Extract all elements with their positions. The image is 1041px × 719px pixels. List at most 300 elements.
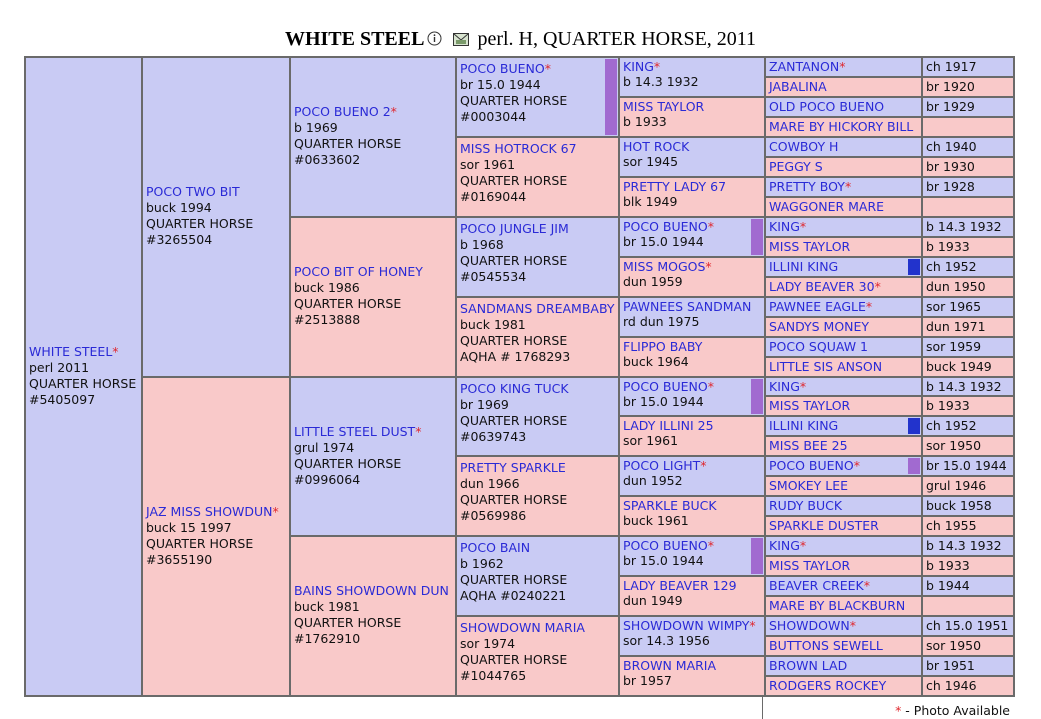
horse-name-line xyxy=(769,259,918,274)
horse-name-line xyxy=(769,339,918,354)
horse-name-link[interactable]: POCO BUENO xyxy=(769,458,854,473)
horse-name-line xyxy=(769,159,918,174)
gen6-horse-19 xyxy=(765,436,922,456)
gen6-horse-9 xyxy=(765,237,922,257)
horse-name-link[interactable]: POCO TWO BIT xyxy=(146,184,240,199)
horse-detail-l1: b 1968 xyxy=(460,237,504,252)
photo-star: * xyxy=(799,538,807,553)
horse-name-line xyxy=(769,79,918,94)
horse-name-line xyxy=(769,359,918,374)
horse-title-details: perl. H, QUARTER HORSE, 2011 xyxy=(477,28,757,50)
horse-name-line xyxy=(769,618,918,633)
gen6-horse-2 xyxy=(765,97,922,117)
horse-info-text: grul 1946 xyxy=(926,478,987,493)
gen6-horse-25 xyxy=(765,556,922,576)
horse-detail-l2: QUARTER HORSE xyxy=(460,652,568,667)
horse-name-link[interactable]: RODGERS ROCKEY xyxy=(769,678,887,693)
horse-name-line xyxy=(460,61,615,77)
photo-star: * xyxy=(700,458,707,473)
photo-star: * xyxy=(849,618,856,633)
photo-star: * xyxy=(272,504,279,519)
horse-name-link[interactable]: BROWN LAD xyxy=(769,658,848,673)
gen6-horse-info-25 xyxy=(922,556,1014,576)
horse-detail-l3: #0169044 xyxy=(460,189,527,204)
horse-detail-l3: #0639743 xyxy=(460,429,527,444)
horse-info-text: b 14.3 1932 xyxy=(926,219,1002,234)
horse-name-line xyxy=(769,598,918,613)
horse-detail-l3: #0003044 xyxy=(460,109,527,124)
gen6-horse-17 xyxy=(765,396,922,416)
horse-name-line xyxy=(460,301,615,317)
horse-detail-l2: QUARTER HORSE xyxy=(460,253,568,268)
horse-detail-l1: buck 1994 xyxy=(146,200,212,215)
horse-info-text: ch 15.0 1951 xyxy=(926,618,1009,633)
horse-detail-l1: rd dun 1975 xyxy=(623,314,700,329)
gen6-horse-info-7 xyxy=(922,197,1014,217)
horse-name-link[interactable]: RUDY BUCK xyxy=(769,498,843,513)
gen6-horse-16 xyxy=(765,377,922,396)
horse-name-line xyxy=(460,221,615,237)
gen6-horse-22 xyxy=(765,496,922,516)
horse-name-link[interactable]: POCO BUENO xyxy=(623,379,708,394)
gen6-horse-6 xyxy=(765,177,922,197)
horse-name-link[interactable]: PAWNEES SANDMAN xyxy=(623,299,752,314)
gen6-horse-23 xyxy=(765,516,922,536)
gen5-horse-8 xyxy=(619,377,765,416)
horse-detail-l1: buck 15 1997 xyxy=(146,520,232,535)
horse-name-line xyxy=(623,418,761,433)
horse-detail-l1: dun 1952 xyxy=(623,473,683,488)
horse-name-line xyxy=(769,139,918,154)
horse-name-link[interactable]: POCO SQUAW 1 xyxy=(769,339,868,354)
photo-available-note xyxy=(895,703,1010,718)
photo-star: * xyxy=(653,59,661,74)
gen6-horse-10 xyxy=(765,257,922,277)
horse-name-line xyxy=(623,339,761,354)
horse-name-line xyxy=(623,458,761,473)
gen6-horse-info-20 xyxy=(922,456,1014,476)
horse-name-line xyxy=(146,504,286,520)
photo-star: * xyxy=(865,299,873,314)
photo-star: * xyxy=(707,538,714,553)
gen5-horse-14 xyxy=(619,616,765,656)
horse-detail-l1: b 1962 xyxy=(460,556,504,571)
horse-name-line xyxy=(623,618,761,633)
horse-info-text: dun 1971 xyxy=(926,319,986,334)
horse-name-link[interactable]: BUTTONS SEWELL xyxy=(769,638,883,653)
horse-name-line xyxy=(460,141,615,157)
horse-name-link[interactable]: OLD POCO BUENO xyxy=(769,99,885,114)
horse-name-link[interactable]: KING xyxy=(769,538,800,553)
horse-detail-l1: dun 1949 xyxy=(623,593,683,608)
horse-name-link[interactable]: MARE BY HICKORY BILL xyxy=(769,119,914,134)
horse-name-link[interactable]: LADY ILLINI 25 xyxy=(623,418,714,433)
gen6-horse-27 xyxy=(765,596,922,616)
gen6-horse-20 xyxy=(765,456,922,476)
gen6-horse-info-19 xyxy=(922,436,1014,456)
horse-info-text: ch 1940 xyxy=(926,139,977,154)
horse-detail-l2: QUARTER HORSE xyxy=(294,456,402,471)
horse-name-line xyxy=(623,658,761,673)
footer-divider xyxy=(762,695,763,719)
horse-name-link[interactable]: MISS MOGOS xyxy=(623,259,706,274)
horse-info-text: ch 1952 xyxy=(926,259,977,274)
horse-name-link[interactable]: LITTLE SIS ANSON xyxy=(769,359,883,374)
horse-name-link[interactable]: POCO LIGHT xyxy=(623,458,701,473)
horse-name-line xyxy=(623,219,761,234)
horse-name-link[interactable]: POCO BUENO xyxy=(623,219,708,234)
horse-name-link[interactable]: POCO JUNGLE JIM xyxy=(460,221,569,236)
horse-detail-l1: br 15.0 1944 xyxy=(623,553,704,568)
horse-name-link[interactable]: MISS HOTROCK 67 xyxy=(460,141,577,156)
horse-name-line xyxy=(623,59,761,74)
horse-name-line xyxy=(769,398,918,413)
gen5-horse-12 xyxy=(619,536,765,576)
horse-info-text: sor 1965 xyxy=(926,299,982,314)
gen6-horse-info-22 xyxy=(922,496,1014,516)
horse-name-link[interactable]: ZANTANON xyxy=(769,59,840,74)
horse-name-line xyxy=(294,583,452,599)
gen4-horse-5 xyxy=(456,456,619,536)
horse-name-line xyxy=(769,379,918,394)
horse-name-line xyxy=(769,538,918,553)
gen6-horse-info-16 xyxy=(922,377,1014,396)
horse-name-link[interactable]: PRETTY LADY 67 xyxy=(623,179,727,194)
gen5-horse-6 xyxy=(619,297,765,337)
gen5-horse-9 xyxy=(619,416,765,456)
horse-name-link[interactable]: LADY BEAVER 30 xyxy=(769,279,875,294)
gen6-horse-30 xyxy=(765,656,922,676)
gen6-horse-7 xyxy=(765,197,922,217)
gen6-horse-info-24 xyxy=(922,536,1014,556)
horse-detail-l3: #1044765 xyxy=(460,668,527,683)
gen6-horse-5 xyxy=(765,157,922,177)
horse-name-link[interactable]: KING xyxy=(769,379,800,394)
gen6-horse-28 xyxy=(765,616,922,636)
horse-detail-l2: QUARTER HORSE xyxy=(294,296,402,311)
horse-name-line xyxy=(294,264,452,280)
horse-detail-l3: #0996064 xyxy=(294,472,361,487)
horse-name-line xyxy=(623,299,761,314)
horse-name-line xyxy=(769,518,918,533)
horse-detail-l3: AQHA # 1768293 xyxy=(460,349,571,364)
gen6-horse-info-2 xyxy=(922,97,1014,117)
horse-info-text: br 1951 xyxy=(926,658,975,673)
horse-name-link[interactable]: PEGGY S xyxy=(769,159,823,174)
photo-indicator-bar xyxy=(751,219,763,255)
gen1-horse-0 xyxy=(25,57,142,696)
horse-name-link[interactable]: MISS TAYLOR xyxy=(769,558,851,573)
horse-name-link[interactable]: MISS TAYLOR xyxy=(769,398,851,413)
horse-detail-l1: buck 1964 xyxy=(623,354,689,369)
photo-indicator-bar xyxy=(908,259,920,275)
horse-name-line xyxy=(769,658,918,673)
photo-indicator-bar xyxy=(908,418,920,434)
horse-name-line xyxy=(769,478,918,493)
horse-name-link[interactable]: POCO BAIN xyxy=(460,540,531,555)
horse-name-link[interactable]: BEAVER CREEK xyxy=(769,578,864,593)
horse-name-line xyxy=(623,379,761,394)
horse-info-text: b 1944 xyxy=(926,578,970,593)
gen5-horse-3 xyxy=(619,177,765,217)
horse-info-text: ch 1917 xyxy=(926,59,977,74)
horse-name-link[interactable]: SANDMANS DREAMBABY xyxy=(460,301,615,316)
horse-title-name: WHITE STEEL xyxy=(284,28,425,50)
horse-name-link[interactable]: POCO BUENO xyxy=(623,538,708,553)
horse-name-line xyxy=(623,179,761,194)
horse-name-link[interactable]: ILLINI KING xyxy=(769,259,839,274)
gen5-horse-2 xyxy=(619,137,765,177)
gen6-horse-info-12 xyxy=(922,297,1014,317)
gen6-horse-11 xyxy=(765,277,922,297)
horse-info-text: b 1933 xyxy=(926,239,970,254)
horse-detail-l1: grul 1974 xyxy=(294,440,355,455)
gen6-horse-info-13 xyxy=(922,317,1014,337)
horse-detail-l1: dun 1966 xyxy=(460,476,520,491)
horse-name-link[interactable]: POCO BUENO 2 xyxy=(294,104,391,119)
horse-detail-l1: sor 1961 xyxy=(460,157,516,172)
gen6-horse-4 xyxy=(765,137,922,157)
horse-detail-l1: br 1969 xyxy=(460,397,509,412)
horse-detail-l2: QUARTER HORSE xyxy=(460,333,568,348)
horse-name-line xyxy=(769,678,918,693)
horse-info-text: b 14.3 1932 xyxy=(926,379,1002,394)
gen6-horse-info-28 xyxy=(922,616,1014,636)
horse-detail-l3: #0545534 xyxy=(460,269,527,284)
horse-name-line xyxy=(146,184,286,200)
horse-name-link[interactable]: FLIPPO BABY xyxy=(623,339,703,354)
gen6-horse-14 xyxy=(765,337,922,357)
horse-info-text: b 14.3 1932 xyxy=(926,538,1002,553)
horse-detail-l1: buck 1961 xyxy=(623,513,689,528)
horse-detail-l2: QUARTER HORSE xyxy=(460,413,568,428)
photo-star: * xyxy=(799,379,807,394)
horse-name-link[interactable]: POCO KING TUCK xyxy=(460,381,569,396)
gen5-horse-5 xyxy=(619,257,765,297)
gen6-horse-29 xyxy=(765,636,922,656)
horse-name-line xyxy=(769,199,918,214)
horse-name-line xyxy=(623,498,761,513)
horse-name-line xyxy=(769,299,918,314)
horse-detail-l1: br 15.0 1944 xyxy=(460,77,541,92)
horse-name-line xyxy=(769,438,918,453)
gen6-horse-info-1 xyxy=(922,77,1014,97)
gen6-horse-1 xyxy=(765,77,922,97)
gen6-horse-info-6 xyxy=(922,177,1014,197)
horse-name-line xyxy=(460,460,615,476)
page-title xyxy=(0,28,1041,52)
horse-name-link[interactable]: MARE BY BLACKBURN xyxy=(769,598,906,613)
horse-detail-l3: #5405097 xyxy=(29,392,96,407)
horse-detail-l1: b 14.3 1932 xyxy=(623,74,699,89)
photo-star: * xyxy=(707,379,714,394)
horse-detail-l1: buck 1981 xyxy=(294,599,360,614)
pedigree-footer xyxy=(25,695,1014,719)
gen6-horse-info-27 xyxy=(922,596,1014,616)
photo-star: * xyxy=(705,259,712,274)
gen6-horse-info-21 xyxy=(922,476,1014,496)
horse-name-link[interactable]: WAGGONER MARE xyxy=(769,199,885,214)
horse-detail-l3: #1762910 xyxy=(294,631,361,646)
horse-name-line xyxy=(769,578,918,593)
gen6-horse-info-15 xyxy=(922,357,1014,377)
gen6-horse-0 xyxy=(765,57,922,77)
gen6-horse-info-17 xyxy=(922,396,1014,416)
gen6-horse-8 xyxy=(765,217,922,237)
photo-star: * xyxy=(844,179,852,194)
horse-name-link[interactable]: COWBOY H xyxy=(769,139,839,154)
horse-name-line xyxy=(769,498,918,513)
horse-detail-l1: sor 1945 xyxy=(623,154,679,169)
horse-detail-l1: dun 1959 xyxy=(623,274,683,289)
gen4-horse-2 xyxy=(456,217,619,297)
horse-detail-l3: #3265504 xyxy=(146,232,213,247)
gen4-horse-4 xyxy=(456,377,619,456)
horse-name-link[interactable]: WHITE STEEL xyxy=(29,344,113,359)
horse-info-text: sor 1959 xyxy=(926,339,982,354)
gen6-horse-info-18 xyxy=(922,416,1014,436)
horse-name-line xyxy=(460,620,615,636)
horse-name-link[interactable]: PRETTY SPARKLE xyxy=(460,460,566,475)
gen6-horse-12 xyxy=(765,297,922,317)
horse-detail-l1: buck 1981 xyxy=(460,317,526,332)
horse-name-line xyxy=(623,578,761,593)
horse-name-link[interactable]: SHOWDOWN xyxy=(769,618,850,633)
horse-name-link[interactable]: BROWN MARIA xyxy=(623,658,717,673)
horse-name-link[interactable]: SHOWDOWN MARIA xyxy=(460,620,585,635)
horse-name-line xyxy=(769,319,918,334)
gen5-horse-4 xyxy=(619,217,765,257)
horse-name-line xyxy=(769,239,918,254)
horse-name-link[interactable]: SPARKLE BUCK xyxy=(623,498,717,513)
horse-info-text: ch 1955 xyxy=(926,518,977,533)
gen3-horse-2 xyxy=(290,377,456,536)
gen3-horse-0 xyxy=(290,57,456,217)
horse-info-text: br 1930 xyxy=(926,159,975,174)
gen2-horse-0 xyxy=(142,57,290,377)
horse-name-link[interactable]: LADY BEAVER 129 xyxy=(623,578,737,593)
horse-name-line xyxy=(623,538,761,553)
horse-detail-l1: sor 1961 xyxy=(623,433,679,448)
horse-name-link[interactable]: HOT ROCK xyxy=(623,139,690,154)
gen4-horse-7 xyxy=(456,616,619,696)
gen6-horse-3 xyxy=(765,117,922,137)
horse-name-link[interactable]: SANDYS MONEY xyxy=(769,319,870,334)
gen4-horse-6 xyxy=(456,536,619,616)
gen6-horse-info-30 xyxy=(922,656,1014,676)
horse-info-text: ch 1952 xyxy=(926,418,977,433)
horse-name-link[interactable]: SMOKEY LEE xyxy=(769,478,849,493)
horse-name-link[interactable]: MISS TAYLOR xyxy=(623,99,705,114)
horse-detail-l2: QUARTER HORSE xyxy=(29,376,137,391)
horse-info-text: br 1920 xyxy=(926,79,975,94)
gen5-horse-13 xyxy=(619,576,765,616)
horse-detail-l1: sor 1974 xyxy=(460,636,516,651)
pedigree-tree xyxy=(24,56,1015,697)
photo-star: * xyxy=(839,59,846,74)
horse-name-link[interactable]: JAZ MISS SHOWDUN xyxy=(146,504,273,519)
info-icon[interactable] xyxy=(427,29,442,52)
horse-name-link[interactable]: SHOWDOWN WIMPY xyxy=(623,618,750,633)
horse-name-line xyxy=(29,344,138,360)
horse-name-line xyxy=(769,418,918,433)
horse-name-link[interactable]: ILLINI KING xyxy=(769,418,839,433)
horse-name-line xyxy=(769,219,918,234)
horse-detail-l3: #2513888 xyxy=(294,312,361,327)
horse-info-text: b 1933 xyxy=(926,558,970,573)
horse-name-line xyxy=(460,540,615,556)
horse-name-link[interactable]: BAINS SHOWDOWN DUN xyxy=(294,583,449,598)
horse-detail-l2: QUARTER HORSE xyxy=(146,536,254,551)
horse-detail-l2: QUARTER HORSE xyxy=(294,615,402,630)
horse-info-text: buck 1958 xyxy=(926,498,992,513)
horse-name-link[interactable]: PRETTY BOY xyxy=(769,179,845,194)
gen6-horse-24 xyxy=(765,536,922,556)
horse-detail-l1: br 15.0 1944 xyxy=(623,394,704,409)
photo-indicator-bar xyxy=(908,458,920,474)
horse-name-link[interactable]: KING xyxy=(623,59,654,74)
gen6-horse-31 xyxy=(765,676,922,696)
gen5-horse-15 xyxy=(619,656,765,696)
photo-indicator-bar xyxy=(605,59,617,135)
horse-name-link[interactable]: POCO BIT OF HONEY xyxy=(294,264,423,279)
photo-indicator-bar xyxy=(751,379,763,414)
horse-name-link[interactable]: SPARKLE DUSTER xyxy=(769,518,879,533)
horse-name-line xyxy=(769,99,918,114)
envelope-icon[interactable] xyxy=(453,29,469,52)
horse-detail-l2: QUARTER HORSE xyxy=(146,216,254,231)
photo-indicator-bar xyxy=(751,538,763,574)
gen4-horse-3 xyxy=(456,297,619,377)
horse-name-link[interactable]: JABALINA xyxy=(769,79,827,94)
horse-detail-l1: sor 14.3 1956 xyxy=(623,633,710,648)
photo-available-text: - Photo Available xyxy=(901,703,1010,718)
horse-name-line xyxy=(769,558,918,573)
gen6-horse-info-31 xyxy=(922,676,1014,696)
horse-name-link[interactable]: POCO BUENO xyxy=(460,61,545,76)
horse-name-line xyxy=(623,139,761,154)
horse-name-link[interactable]: MISS TAYLOR xyxy=(769,239,851,254)
horse-detail-l2: QUARTER HORSE xyxy=(460,572,568,587)
horse-name-link[interactable]: LITTLE STEEL DUST xyxy=(294,424,416,439)
gen6-horse-18 xyxy=(765,416,922,436)
horse-info-text: dun 1950 xyxy=(926,279,986,294)
gen3-horse-1 xyxy=(290,217,456,377)
horse-name-line xyxy=(769,179,918,194)
horse-name-link[interactable]: KING xyxy=(769,219,800,234)
horse-detail-l1: buck 1986 xyxy=(294,280,360,295)
horse-info-text: br 1928 xyxy=(926,179,975,194)
gen5-horse-1 xyxy=(619,97,765,137)
horse-detail-l1: b 1969 xyxy=(294,120,338,135)
horse-detail-l2: QUARTER HORSE xyxy=(294,136,402,151)
horse-detail-l3: #3655190 xyxy=(146,552,213,567)
gen6-horse-26 xyxy=(765,576,922,596)
horse-name-link[interactable]: PAWNEE EAGLE xyxy=(769,299,866,314)
gen6-horse-info-8 xyxy=(922,217,1014,237)
horse-detail-l2: QUARTER HORSE xyxy=(460,93,568,108)
gen6-horse-15 xyxy=(765,357,922,377)
gen6-horse-info-10 xyxy=(922,257,1014,277)
horse-detail-l3: #0569986 xyxy=(460,508,527,523)
gen6-horse-info-26 xyxy=(922,576,1014,596)
horse-name-line xyxy=(623,99,761,114)
horse-name-line xyxy=(769,458,918,473)
gen3-horse-3 xyxy=(290,536,456,696)
horse-detail-l1: perl 2011 xyxy=(29,360,90,375)
gen6-horse-info-29 xyxy=(922,636,1014,656)
horse-name-link[interactable]: MISS BEE 25 xyxy=(769,438,848,453)
